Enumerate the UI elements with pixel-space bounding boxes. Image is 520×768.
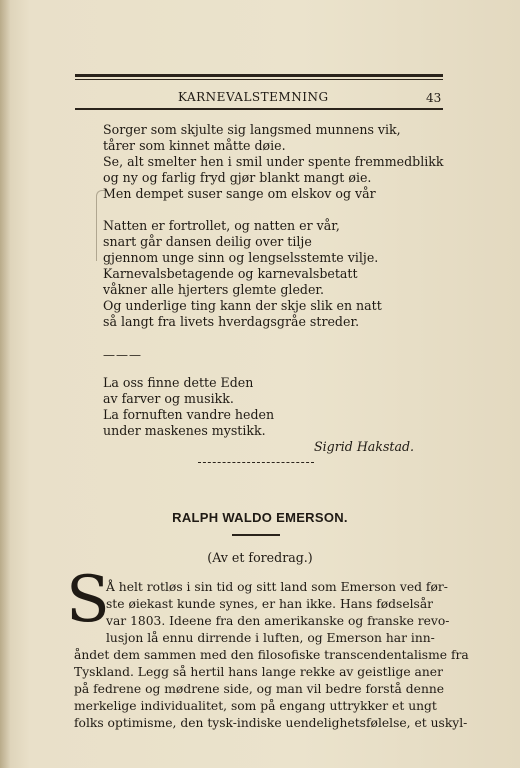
body-line: folks optimisme, den tysk-indiske uendelighetsfølelse, et uskyl- <box>74 716 468 730</box>
poem-line: Men dempet suser sange om elskov og vår <box>103 186 376 201</box>
header-double-rule-thick <box>75 74 443 77</box>
poem-line: snart går dansen deilig over tilje <box>103 234 312 249</box>
poem-line: av farver og musikk. <box>103 391 234 406</box>
body-line: på fedrene og mødrene side, og man vil bedre forstå denne <box>74 682 445 696</box>
poem-line: gjennom unge sinn og lengselsstemte vilje. <box>103 250 379 265</box>
poem-line: Karnevalsbetagende og karnevalsbetatt <box>103 266 358 281</box>
poem-line: våkner alle hjerters glemte gleder. <box>103 282 325 297</box>
poem-line: Natten er fortrollet, og natten er vår, <box>103 218 340 233</box>
poem-line: tårer som kinnet måtte døie. <box>103 138 286 153</box>
body-line: var 1803. Ideene fra den amerikanske og franske revo- <box>106 614 450 628</box>
poem-line: Sorger som skjulte sig langsmed munnens vik, <box>103 122 401 137</box>
poem-line: Og underlige ting kann der skje slik en natt <box>103 298 382 313</box>
body-line: lusjon lå ennu dirrende i luften, og Emerson har inn- <box>106 631 435 645</box>
page-number: 43 <box>426 91 442 105</box>
book-spine-shadow <box>0 0 10 768</box>
stanza-separator: ——— <box>103 348 142 362</box>
body-line: ste øiekast kunde synes, er han ikke. Hans fødselsår <box>106 597 434 611</box>
running-head: KARNEVALSTEMNING <box>178 90 329 104</box>
poem-line: La oss finne dette Eden <box>103 375 254 390</box>
section-end-rule <box>198 462 314 463</box>
poem-line: så langt fra livets hverdagsgråe streder. <box>103 314 360 329</box>
drop-cap: S <box>66 563 110 637</box>
poem-line: Se, alt smelter hen i smil under spente fremmedblikk <box>103 154 444 169</box>
article-title: RALPH WALDO EMERSON. <box>172 510 348 525</box>
poem-line: og ny og farlig fryd gjør blankt mangt øie. <box>103 170 372 185</box>
body-line: Å helt rotløs i sin tid og sitt land som Emerson ved før- <box>106 580 448 594</box>
body-line: åndet dem sammen med den filosofiske transcendentalisme fra <box>74 648 469 662</box>
header-bottom-rule <box>75 108 443 110</box>
poem-line: La fornuften vandre heden <box>103 407 275 422</box>
body-line: merkelige individualitet, som på engang uttrykker et ungt <box>74 699 437 713</box>
poem-line: under maskenes mystikk. <box>103 423 266 438</box>
poem-author: Sigrid Hakstad. <box>314 439 415 454</box>
title-underline <box>232 534 280 536</box>
body-line: Tyskland. Legg så hertil hans lange rekke av geistlige aner <box>74 665 443 679</box>
article-subtitle: (Av et foredrag.) <box>207 550 313 565</box>
header-double-rule-thin <box>75 79 443 80</box>
